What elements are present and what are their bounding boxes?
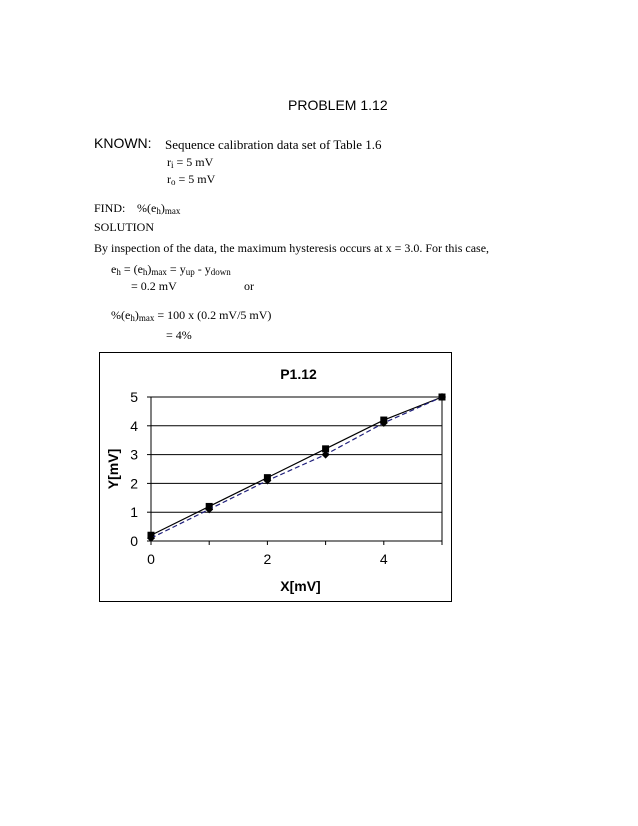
equation-percent-result: = 4% [166, 328, 192, 342]
find-expression: $\%(e_h)_{max}$ [137, 201, 181, 216]
y-tick-label: 3 [130, 446, 138, 463]
known-ri: $r_i = 5$ mV [167, 155, 214, 170]
y-axis-label: Y[mV] [105, 448, 121, 490]
equation-result: = 0.2 mV [131, 279, 177, 293]
chart-title: P1.12 [280, 366, 317, 382]
series-1-line [151, 397, 442, 538]
y-tick-label: 1 [130, 504, 138, 521]
y-tick-label: 4 [130, 417, 138, 434]
page-title: PROBLEM 1.12 [288, 97, 388, 113]
known-text: Sequence calibration data set of Table 1.6 [165, 137, 382, 152]
solution-heading: SOLUTION [94, 220, 154, 234]
y-tick-label: 5 [130, 389, 138, 405]
chart [100, 353, 451, 601]
x-tick-label: 0 [147, 551, 155, 567]
equation-percent: $\%(e_h)_{max} = 100$ x (0.2 mV/5 mV) [111, 308, 272, 323]
y-tick-label: 0 [130, 533, 138, 549]
x-tick-label: 2 [263, 551, 272, 567]
known-ro: $r_o = 5$ mV [167, 172, 216, 187]
equation-or: or [244, 279, 254, 293]
x-tick-label: 4 [379, 551, 388, 567]
x-axis-label: X[mV] [280, 578, 321, 594]
solution-intro: By inspection of the data, the maximum hysteresis occurs at x = 3.0. For this case, [94, 241, 490, 255]
series-0-line [151, 397, 442, 535]
y-tick-label: 2 [130, 475, 138, 492]
chart-frame [99, 352, 452, 602]
find-label: FIND: [94, 201, 126, 215]
known-label: KNOWN: [94, 135, 152, 151]
equation-hysteresis: $e_h = (e_h)_{max} = y_{up} - y_{down}$ [111, 262, 231, 277]
